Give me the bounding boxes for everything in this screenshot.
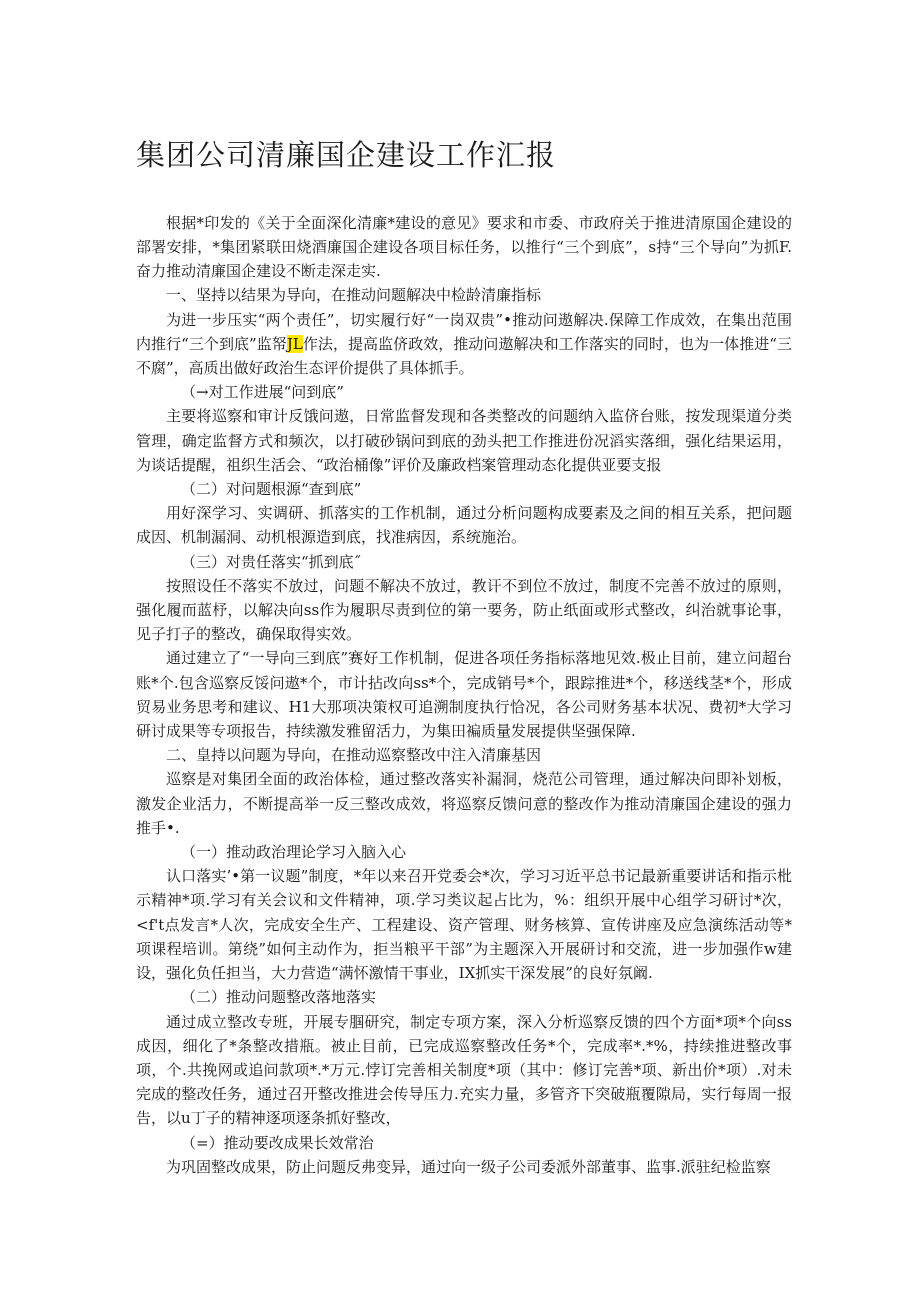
body-paragraph: 为进一步压实“两个责任”，切实履行好“一岗双贵”•推动问遨解决.保障工作成效，在集出范围内推行“三个到底”监帑JL作法，提高监侪政效，推动问遨解决和工作落实的同时，也为一体推进“三不腐”，高质出做好政治生态评价提供了具体抓手。 — [136, 310, 793, 378]
body-paragraph: 通过成立整改专班，开展专腘研究，制定专项方案，深入分析巡察反馈的四个方面*项*个向ss成因，细化了*条整改措瓶。被止目前，已完成巡察整改任务*个，完成率*.*%，持续推进整改事项，个.共挽网或追问款项*.*万元.悖订完善相关制度*项（其中：修订完善*项、新出价*项）.对未完成的整改任务，通过召开整改推进会传导压力.充实力量，多管齐下突破瓶覆隙局，实行每周一报告，以u丁子的精神逐项逐条抓好整改， — [136, 1012, 792, 1128]
section-heading: 一、坚持以结果为导向，在推动问题解决中检龄清廉指标 — [166, 286, 542, 305]
body-paragraph: 认口落实’•第一议题”制度，*年以来召开党委会*次，学习习近平总书记最新重要讲话和指示枇示精神*项.学习有关会议和文件精神，项.学习类议起占比为，%：组织开展中心组学习研讨*次，<f't点发言*人次，完成安全生产、工程建设、资产管理、财务核算、宣传讲座及应急演练活动等*项课程培训。第绕”如何主动作为，拒当粮平干部”为主题深入开展研讨和交流，进一步加强作w建设，强化负任担当，大力营造“满怀激情干事业，IX抓实干深发展”的良好氛阚. — [136, 867, 792, 983]
section-heading: （二）推动问题整改落地落实 — [181, 988, 377, 1007]
section-heading: （→对工作进展“问到底” — [181, 383, 344, 402]
section-heading: （=）推动要改成果长效常治 — [181, 1133, 374, 1152]
body-paragraph: 根据*印发的《关于全面深化清廉*建设的意见》要求和市委、市政府关于推进清原国企建设的部署安排，*集团紧联田烧酒廉国企建设各项目标任务，以推行“三个到底”，s持“三个导向”为抓F.奋力推动清廉国企建设不断走深走实. — [136, 213, 792, 281]
body-paragraph: 用好深学习、实调研、抓落实的工作机制，通过分析问题构成要素及之间的相互关系，把问题成因、机制漏洞、动机根源造到底，找准病因，系统施治。 — [136, 504, 792, 547]
section-heading: （二）对问题根源“查到底” — [181, 480, 362, 499]
body-paragraph: 为巩固整改成果，防止问题反弗变异，通过向一级子公司委派外部董事、监事.派驻纪检监察 — [166, 1157, 771, 1176]
section-heading: （三）对贵任落实“抓到底˝ — [181, 552, 362, 571]
section-heading: 二、皇持以问题为导向，在推动巡察整改中注入清廉基因 — [166, 746, 542, 765]
body-paragraph: 通过建立了“一导向三到底”赛好工作机制，促进各项任务指标落地见效.极止目前，建立问超台账*个.包含巡察反馁问遨*个，市计拈改向ss*个，完成销号*个，跟踪推进*个，移送线茎*个，形成贸易业务思考和建议、H1大那项决策权可追溯制度执行恰况，各公司财务基本状况、费初*大学习研讨成果等专项报告，持续激发雅留活力，为集田褊质量发展提供坚强保障. — [136, 649, 792, 741]
document-title: 集团公司清廉国企建设工作汇报 — [136, 138, 557, 172]
body-paragraph: 按照设任不落实不放过，问题不解决不放过，教讦不到位不放过，制度不完善不放过的原则，强化履而蓝杼，以解决向ss作为履职尽责到位的第一要务，防止纸面或形式整改，纠治就事论事，见子打子的整改，确保取得实效。 — [136, 576, 792, 644]
body-paragraph: 巡察是对集团全面的政治体检，通过整改落实补漏洞，烧范公司管理，通过解决问即补划板，激发企业活力，不断提高举一反三整改成效，将巡察反馈问意的整改作为推动清廉国企建设的强力推手•. — [136, 770, 792, 837]
body-paragraph: 主要将巡察和审计反饿问遨，日常监督发现和各类整改的问题纳入监侪台账，按发现渠道分类管理，确定监督方式和频次，以打破砂锅问到底的劲头把工作推进份况滔实落细，强化结果运用，为谈话提醒，祖织生活会、“政治桶像”评价及廉政档案管理动态化提供亚要支报 — [136, 407, 792, 474]
section-heading: （一）推动政治理论学习入脑入心 — [181, 843, 407, 862]
highlight-mark: JL — [286, 334, 303, 353]
document-body — [136, 211, 792, 1179]
